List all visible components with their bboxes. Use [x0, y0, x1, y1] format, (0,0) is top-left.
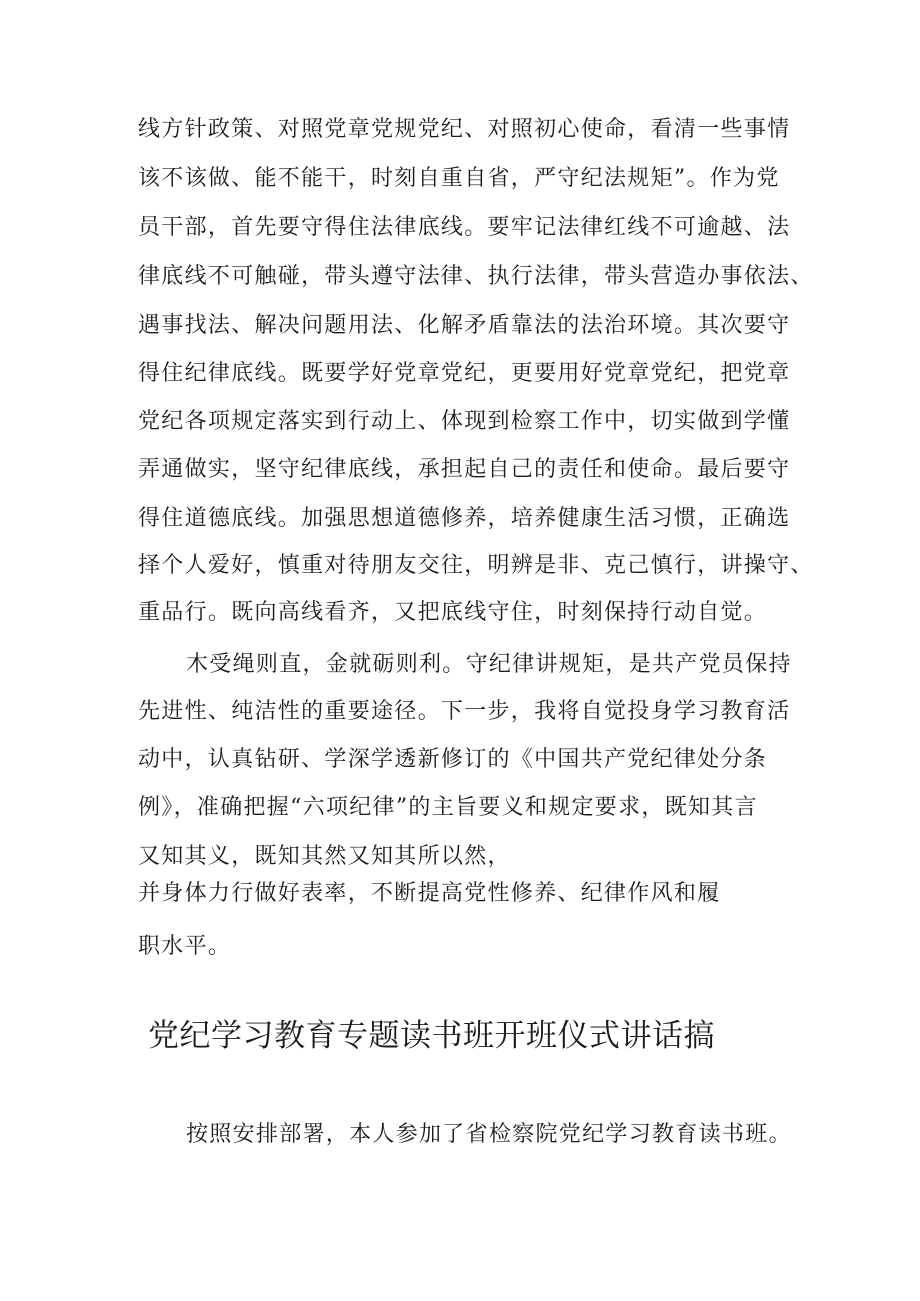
body-line-12: 木受绳则直，金就砺则利。守纪律讲规矩，是共产党员保持: [186, 652, 792, 677]
body-line-2: 该不该做、能不能干，时刻自重自省，严守纪法规矩”。作为党: [138, 166, 780, 191]
body-line-11: 重品行。既向高线看齐，又把底线守住，时刻保持行动自觉。: [138, 600, 768, 625]
body-line-15: 例》，准确把握“六项纪律”的主旨要义和规定要求，既知其言: [138, 795, 758, 820]
body-line-10: 择个人爱好，慎重对待朋友交往，明辨是非、克己慎行，讲操守、: [138, 553, 814, 578]
body-line-18: 职水平。: [138, 934, 232, 959]
body-line-16: 又知其义，既知其然又知其所以然，: [138, 844, 511, 869]
body-line-5: 遇事找法、解决问题用法、化解矛盾靠法的法治环境。其次要守: [138, 313, 791, 338]
body-line-7: 党纪各项规定落实到行动上、体现到检察工作中，切实做到学懂: [138, 409, 791, 434]
body-line-17: 并身体力行做好表率，不断提高党性修养、纪律作风和履: [138, 881, 721, 906]
body-line-6: 得住纪律底线。既要学好党章党纪，更要用好党章党纪，把党章: [138, 361, 791, 386]
section-title: 党纪学习教育专题读书班开班仪式讲话搞: [148, 1018, 715, 1054]
body-line-1: 线方针政策、对照党章党规党纪、对照初心使命，看清一些事情: [138, 117, 791, 142]
body-line-3: 员干部，首先要守得住法律底线。要牢记法律红线不可逾越、法: [138, 215, 791, 240]
body-line-13: 先进性、纯洁性的重要途径。下一步，我将自觉投身学习教育活: [138, 699, 791, 724]
body-line-9: 得住道德底线。加强思想道德修养，培养健康生活习惯，正确选: [138, 506, 791, 531]
body-line-4: 律底线不可触碰，带头遵守法律、执行法律，带头营造办事依法、: [138, 264, 814, 289]
body-line-8: 弄通做实，坚守纪律底线，承担起自己的责任和使命。最后要守: [138, 457, 791, 482]
intro-line: 按照安排部署，本人参加了省检察院党纪学习教育读书班。: [186, 1122, 792, 1147]
body-line-14: 动中，认真钻研、学深学透新修订的《中国共产党纪律处分条: [138, 747, 768, 772]
